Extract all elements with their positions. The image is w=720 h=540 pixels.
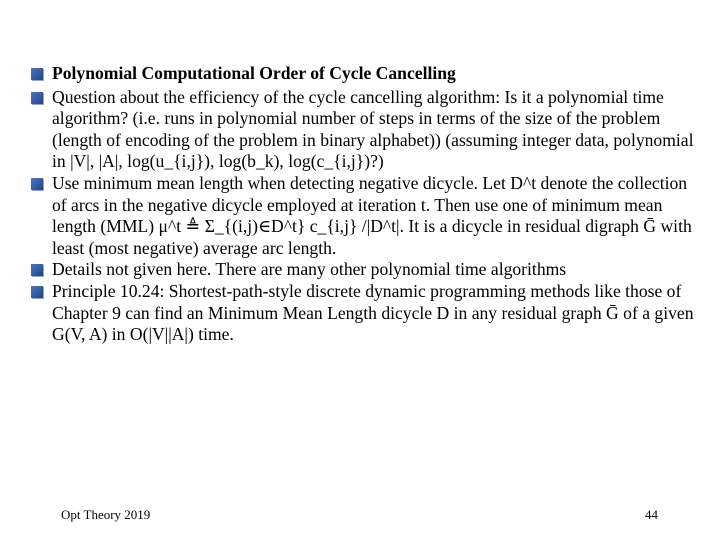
square-bullet-icon <box>31 286 43 298</box>
slide-title: Polynomial Computational Order of Cycle Cancelling <box>52 63 456 83</box>
bullet-list <box>28 63 696 346</box>
square-bullet-icon <box>31 264 43 276</box>
square-bullet-icon <box>31 92 43 104</box>
bullet-text: Details not given here. There are many other polynomial time algorithms <box>52 259 567 280</box>
footer-course-label: Opt Theory 2019 <box>61 507 151 522</box>
bullet-item-minimum-mean-length <box>28 173 696 259</box>
bullet-text: Use minimum mean length when detecting negative dicycle. Let D^t denote the collection of arcs in the negative dicycle employed at iteration t. Then use one of minimum mean length (MML) μ^t ≜ Σ_{(i,j)∈D^t} c_{i,j} /|D^t|. It is a dicycle in residual digraph Ḡ with least (most negative) average arc length. <box>52 172 692 258</box>
footer-page-number: 44 <box>645 507 658 522</box>
bullet-item-efficiency-question <box>28 87 696 173</box>
bullet-item-details <box>28 259 696 281</box>
bullet-item-principle <box>28 281 696 346</box>
bullet-item-title <box>28 63 696 85</box>
square-bullet-icon <box>31 178 43 190</box>
square-bullet-icon <box>31 68 43 80</box>
bullet-text: Question about the efficiency of the cycle cancelling algorithm: Is it a polynomial time algorithm? (i.e. runs in polynomial number of steps in terms of the size of the problem (length of encoding of the problem in binary alphabet)) (assuming integer data, polynomial in |V|, |A|, log(u_{i,j}), log(b_k), log(c_{i,j})?) <box>52 86 694 172</box>
bullet-text: Principle 10.24: Shortest-path-style discrete dynamic programming methods like those of Chapter 9 can find an Minimum Mean Length dicycle D in any residual graph Ḡ of a given G(V, A) in O(|V||A|) time. <box>52 280 694 345</box>
